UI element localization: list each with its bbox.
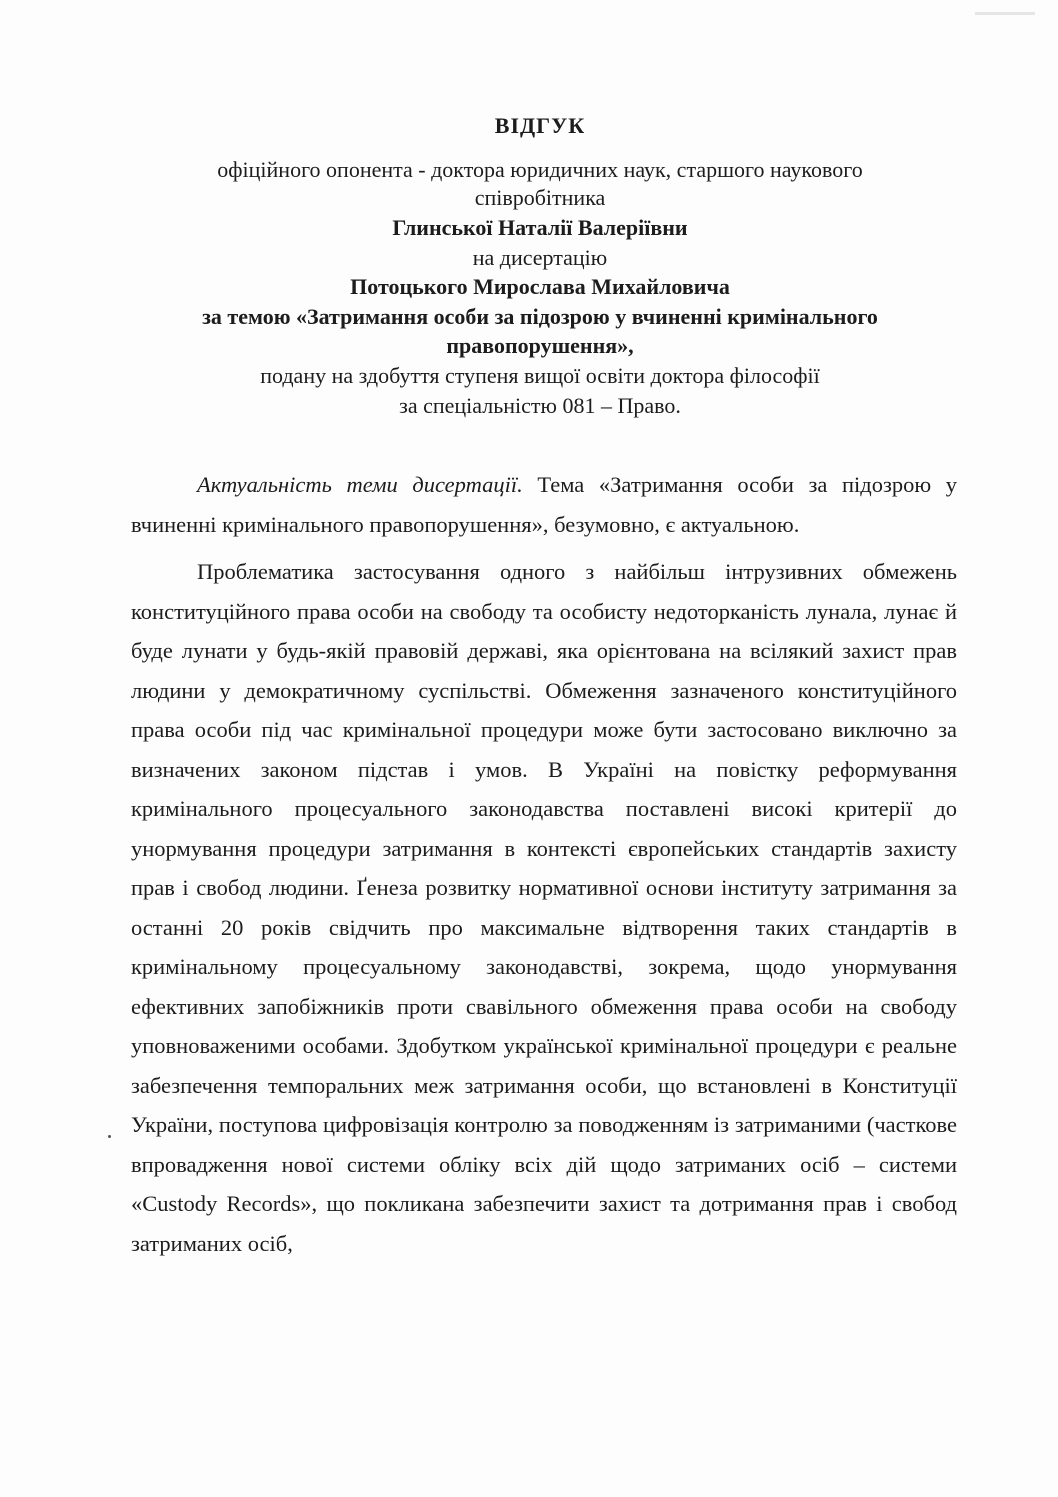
header-line-position: співробітника — [474, 185, 606, 210]
scan-artifact — [975, 12, 1035, 15]
document-title: ВІДГУК — [494, 113, 586, 138]
header-line-topic-end: правопорушення», — [446, 333, 634, 358]
relevance-lead: Актуальність теми дисертації. — [197, 472, 523, 497]
header-line-opponent-name: Глинської Наталії Валеріївни — [392, 215, 688, 240]
header-line-degree: подану на здобуття ступеня вищої освіти доктора філософії — [260, 363, 820, 388]
header-line-author-name: Потоцького Мирослава Михайловича — [350, 274, 730, 299]
scan-speck — [108, 1135, 111, 1138]
relevance-text: Тема «Затримання особи за підозрою у вчиненні кримінального правопорушення», безумовно, є актуальною. — [131, 472, 957, 537]
problematics-text: Проблематика застосування одного з найбільш інтрузивних обмежень конституційного права особи на свободу та особисту недоторканість лунала, лунає й буде лунати у будь-якій правовій державі, яка орієнтована на всілякий захист прав людини у демократичному суспільстві. Обмеження зазначеного конституційного права особи під час кримінальної процедури може бути застосовано виключно за визначених законом підстав і умов. В Україні на повістку реформування кримінального процесуального законодавства поставлені високі критерії до унормування процедури затримання в контексті європейських стандартів захисту прав і свобод людини. Ґенеза розвитку нормативної основи інституту затримання за останні 20 років свідчить про максимальне відтворення таких стандартів в кримінальному процесуальному законодавстві, зокрема, щодо унормування ефективних запобіжників проти свавільного обмеження права особи на свободу уповноваженими особами. Здобутком української кримінальної процедури є реальне забезпечення темпоральних меж затримання особи, що встановлені в Конституції України, поступова цифровізація контролю за поводженням із затриманими (часткове впровадження нової системи обліку всіх дій щодо затриманих осіб – системи «Custody Records», що покликана забезпечити захист та дотримання прав і свобод затриманих осіб, — [131, 559, 957, 1256]
header-line-specialty: за спеціальністю 081 – Право. — [399, 393, 681, 418]
header-topic-text: за темою «Затримання особи за підозрою у вчиненні кримінального — [202, 304, 878, 329]
paragraph-problematics — [131, 552, 957, 1263]
paragraph-relevance — [131, 465, 957, 544]
header-line-topic — [100, 304, 980, 330]
header-line-on-dissertation: на дисертацію — [472, 245, 608, 270]
header-line-opponent: офіційного опонента - доктора юридичних наук, старшого наукового — [217, 157, 863, 182]
